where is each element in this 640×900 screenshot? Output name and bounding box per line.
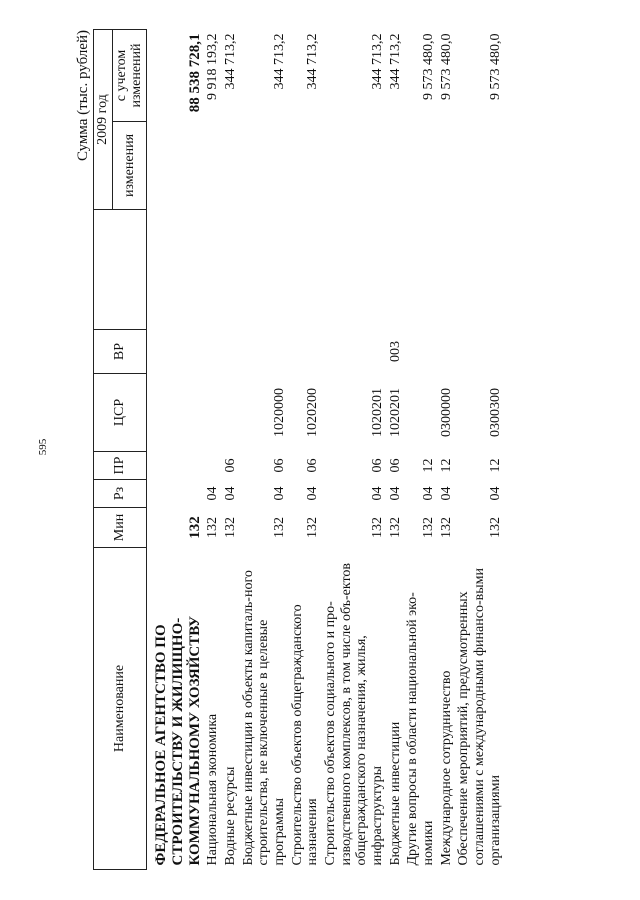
row-name: Водные ресурсы [223, 766, 239, 866]
table-row [455, 30, 504, 870]
header-changes: изменения [112, 122, 146, 210]
row-total: 9 573 480,0 [438, 33, 454, 100]
row-spacer [147, 210, 205, 330]
table-row [289, 30, 322, 870]
row-rz: 04 [421, 486, 437, 501]
row-csr [222, 374, 240, 452]
row-total: 344 713,2 [387, 33, 403, 90]
row-total: 344 713,2 [370, 33, 386, 90]
row-spacer [240, 210, 289, 330]
row-csr [147, 374, 205, 452]
row-changes [455, 122, 504, 210]
row-spacer [204, 210, 222, 330]
row-vr [322, 330, 387, 374]
row-vr [455, 330, 504, 374]
row-total: 344 713,2 [305, 33, 321, 90]
row-min: 132 [421, 517, 437, 538]
table-row [322, 30, 387, 870]
row-vr [222, 330, 240, 374]
row-pr [147, 452, 205, 480]
row-spacer [438, 210, 456, 330]
table-row [204, 30, 222, 870]
row-changes [438, 122, 456, 210]
row-vr [147, 330, 205, 374]
header-with-changes: с учетом изменений [112, 30, 146, 122]
header-name: Наименование [94, 548, 147, 870]
row-rz: 04 [223, 486, 239, 501]
row-rz: 04 [305, 486, 321, 501]
row-total: 88 538 728,1 [186, 33, 203, 113]
row-spacer [404, 210, 437, 330]
row-total: 9 918 193,2 [205, 33, 221, 100]
row-rz: 04 [205, 486, 221, 501]
row-name: Другие вопросы в области национальной эко-номики [405, 592, 437, 866]
row-rz: 04 [272, 486, 288, 501]
row-changes [387, 122, 405, 210]
row-name: Бюджетные инвестиции в объекты капиталь-ного строительства, не включенные в целевые программы [240, 570, 288, 866]
row-pr: 12 [487, 458, 503, 473]
row-pr: 06 [223, 458, 239, 473]
header-rz: Рз [94, 480, 147, 508]
row-name: Бюджетные инвестиции [387, 721, 403, 866]
rotated-page-content [75, 15, 575, 870]
row-spacer [387, 210, 405, 330]
row-spacer [222, 210, 240, 330]
row-changes [147, 122, 205, 210]
row-csr [204, 374, 222, 452]
row-rz: 04 [370, 486, 386, 501]
row-total: 344 713,2 [223, 33, 239, 90]
row-changes [322, 122, 387, 210]
row-vr [404, 330, 437, 374]
row-total: 9 573 480,0 [421, 33, 437, 100]
table-body [147, 30, 505, 870]
row-name: Обеспечение мероприятий, предусмотренных соглашениями с международными финансо-выми организациями [456, 568, 503, 866]
table-row [387, 30, 405, 870]
row-min: 132 [438, 517, 454, 538]
row-changes [404, 122, 437, 210]
row-vr [289, 330, 322, 374]
row-min: 132 [272, 517, 288, 538]
row-vr [438, 330, 456, 374]
row-changes [240, 122, 289, 210]
table-row [222, 30, 240, 870]
row-pr: 12 [438, 458, 454, 473]
row-changes [289, 122, 322, 210]
row-spacer [289, 210, 322, 330]
row-pr: 06 [272, 458, 288, 473]
table-row [438, 30, 456, 870]
row-min: 132 [186, 516, 203, 539]
row-vr: 003 [387, 341, 403, 362]
budget-table [93, 29, 505, 870]
row-rz: 04 [387, 486, 403, 501]
row-min: 132 [387, 517, 403, 538]
row-name: Международное сотрудничество [438, 670, 454, 866]
row-changes [204, 122, 222, 210]
row-min: 132 [370, 517, 386, 538]
row-min: 132 [305, 517, 321, 538]
page-number: 595 [37, 438, 49, 456]
row-csr: 1020000 [272, 388, 288, 437]
row-spacer [322, 210, 387, 330]
row-changes [222, 122, 240, 210]
row-csr: 0300000 [438, 388, 454, 437]
row-rz: 04 [487, 486, 503, 501]
row-csr [404, 374, 437, 452]
units-label: Сумма (тыс. рублей) [75, 30, 91, 162]
row-min: 132 [487, 517, 503, 538]
row-csr: 1020201 [387, 388, 403, 437]
row-vr [240, 330, 289, 374]
row-csr: 1020201 [370, 388, 386, 437]
header-year: 2009 год [94, 30, 113, 210]
row-name: Строительство объектов общегражданского назначения [289, 604, 321, 866]
header-csr: ЦСР [94, 374, 147, 452]
row-name: ФЕДЕРАЛЬНОЕ АГЕНТСТВО ПО СТРОИТЕЛЬСТВУ И ЖИЛИЩНО-КОММУНАЛЬНОМУ ХОЗЯЙСТВУ [153, 615, 203, 866]
row-name: Национальная экономика [205, 713, 221, 866]
row-csr: 0300300 [487, 388, 503, 437]
row-total: 344 713,2 [272, 33, 288, 90]
row-spacer [455, 210, 504, 330]
row-pr [204, 452, 222, 480]
header-pr: ПР [94, 452, 147, 480]
row-name: Строительство объектов социального и про-изводственного комплексов, в том числе объ-ектов общегражданского назначения, жилья, инфраструктуры [323, 563, 386, 866]
row-pr: 06 [370, 458, 386, 473]
row-pr: 12 [421, 458, 437, 473]
header-vr: ВР [94, 330, 147, 374]
row-vr [204, 330, 222, 374]
row-total: 9 573 480,0 [487, 33, 503, 100]
header-min: Мин [94, 508, 147, 548]
row-rz [147, 480, 205, 508]
table-row [147, 30, 205, 870]
row-rz: 04 [438, 486, 454, 501]
row-pr: 06 [387, 458, 403, 473]
row-csr: 1020200 [305, 388, 321, 437]
table-row [240, 30, 289, 870]
row-pr: 06 [305, 458, 321, 473]
table-row [404, 30, 437, 870]
table-header [94, 30, 147, 870]
row-min: 132 [205, 517, 221, 538]
row-min: 132 [223, 517, 239, 538]
